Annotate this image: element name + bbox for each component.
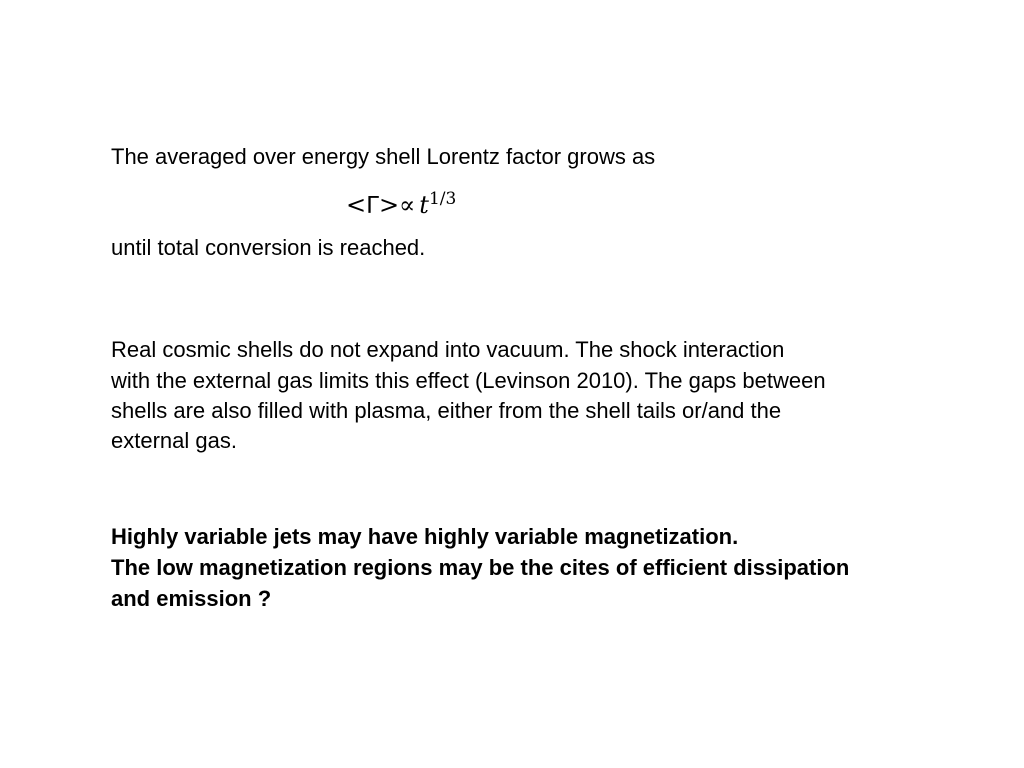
paragraph-line: with the external gas limits this effect (Levinson 2010). The gaps between <box>111 368 826 393</box>
formula-greater-than: > <box>378 191 400 219</box>
paragraph-line: external gas. <box>111 428 237 453</box>
bold-paragraph-line: Highly variable jets may have highly variable magnetization. <box>111 524 739 549</box>
formula-exponent: 1/3 <box>428 189 457 209</box>
lorentz-factor-intro-text: The averaged over energy shell Lorentz factor grows as <box>111 144 656 169</box>
lorentz-factor-formula <box>346 188 456 223</box>
bold-paragraph-line: and emission ? <box>111 586 272 611</box>
paragraph-line: Real cosmic shells do not expand into vacuum. The shock interaction <box>111 337 785 362</box>
formula-gamma: Γ <box>366 193 379 219</box>
bold-paragraph-line: The low magnetization regions may be the cites of efficient dissipation <box>111 555 850 580</box>
paragraph-line: shells are also filled with plasma, either from the shell tails or/and the <box>111 398 782 423</box>
formula-proportional: ∝ <box>399 191 416 219</box>
formula-variable-t: t <box>419 191 429 219</box>
formula-less-than: < <box>346 191 367 219</box>
conversion-text: until total conversion is reached. <box>111 235 426 260</box>
